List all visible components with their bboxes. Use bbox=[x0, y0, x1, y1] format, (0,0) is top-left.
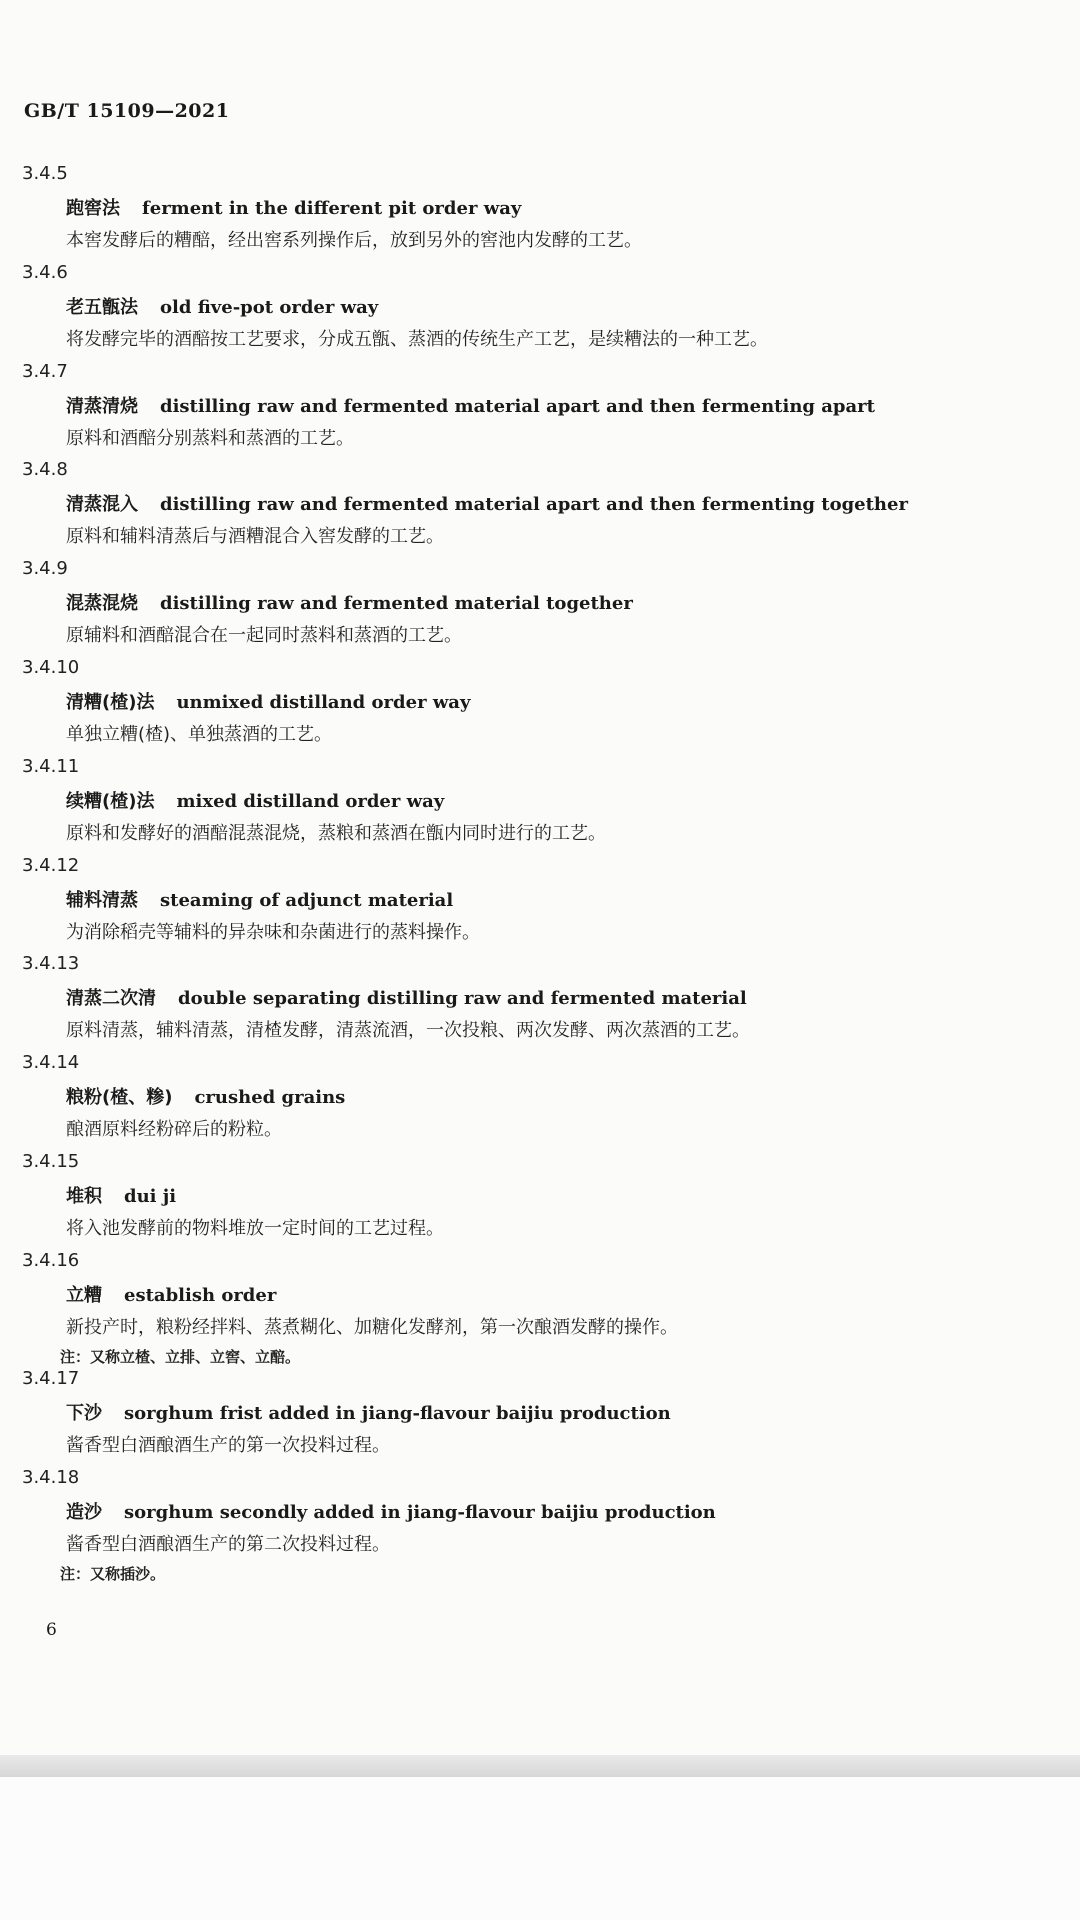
clause-number: 3.4.11 bbox=[22, 755, 80, 777]
clause-number: 3.4.14 bbox=[22, 1052, 80, 1074]
term-english: distilling raw and fermented material apart and then fermenting together bbox=[160, 494, 908, 516]
term-english: double separating distilling raw and fermented material bbox=[178, 988, 747, 1010]
term-english: sorghum frist added in jiang-flavour baijiu production bbox=[124, 1403, 671, 1425]
clause-number: 3.4.16 bbox=[22, 1249, 80, 1271]
term-note: 注：又称插沙。 bbox=[60, 1565, 166, 1584]
term-chinese: 造沙 bbox=[66, 1502, 102, 1524]
term-line bbox=[66, 688, 470, 714]
term-english: old five-pot order way bbox=[160, 296, 379, 318]
clause-number: 3.4.7 bbox=[22, 360, 68, 382]
term-line bbox=[66, 194, 521, 220]
clause-number: 3.4.18 bbox=[22, 1467, 80, 1489]
term-chinese: 清蒸清烧 bbox=[66, 395, 138, 417]
term-english: establish order bbox=[124, 1284, 277, 1306]
term-entry bbox=[0, 1052, 1080, 1151]
term-definition: 原料和辅料清蒸后与酒糟混合入窖发酵的工艺。 bbox=[66, 526, 444, 548]
term-entry bbox=[0, 953, 1080, 1052]
term-chinese: 粮粉(楂、糁) bbox=[66, 1087, 173, 1109]
term-line bbox=[66, 1281, 276, 1307]
clause-number: 3.4.13 bbox=[22, 953, 80, 975]
term-entry bbox=[0, 262, 1080, 361]
standard-header: GB/T 15109—2021 bbox=[24, 100, 230, 122]
term-list bbox=[0, 163, 1080, 1586]
term-chinese: 清蒸二次清 bbox=[66, 988, 156, 1010]
term-english: sorghum secondly added in jiang-flavour baijiu production bbox=[124, 1502, 716, 1524]
term-line bbox=[66, 1399, 671, 1425]
term-entry bbox=[0, 1151, 1080, 1250]
term-definition: 原辅料和酒醅混合在一起同时蒸料和蒸酒的工艺。 bbox=[66, 625, 462, 647]
term-entry bbox=[0, 459, 1080, 558]
term-definition: 原料和酒醅分别蒸料和蒸酒的工艺。 bbox=[66, 427, 354, 449]
term-chinese: 立糟 bbox=[66, 1284, 102, 1306]
term-entry bbox=[0, 1368, 1080, 1467]
term-chinese: 老五甑法 bbox=[66, 296, 138, 318]
term-english: distilling raw and fermented material apart and then fermenting apart bbox=[160, 395, 875, 417]
term-definition: 单独立糟(楂)、单独蒸酒的工艺。 bbox=[66, 723, 333, 745]
term-chinese: 辅料清蒸 bbox=[66, 889, 138, 911]
term-chinese: 跑窖法 bbox=[66, 198, 120, 219]
term-line bbox=[66, 392, 875, 418]
term-chinese: 混蒸混烧 bbox=[66, 593, 138, 615]
clause-number: 3.4.8 bbox=[22, 459, 68, 481]
term-line bbox=[66, 886, 453, 912]
term-chinese: 清糟(楂)法 bbox=[66, 691, 155, 713]
term-english: ferment in the different pit order way bbox=[142, 198, 522, 219]
term-english: crushed grains bbox=[194, 1087, 346, 1109]
term-note: 注：又称立楂、立排、立窖、立醅。 bbox=[60, 1347, 301, 1366]
clause-number: 3.4.17 bbox=[22, 1368, 80, 1390]
blank-area bbox=[0, 1777, 1080, 1920]
term-definition: 将发酵完毕的酒醅按工艺要求，分成五甑、蒸酒的传统生产工艺，是续糟法的一种工艺。 bbox=[66, 328, 768, 350]
term-english: mixed distilland order way bbox=[176, 790, 445, 812]
term-entry bbox=[0, 1250, 1080, 1369]
term-line bbox=[66, 589, 633, 615]
term-line bbox=[66, 293, 378, 319]
term-line bbox=[66, 787, 444, 813]
page-number: 6 bbox=[46, 1620, 57, 1640]
term-definition: 为消除稻壳等辅料的异杂味和杂菌进行的蒸料操作。 bbox=[66, 921, 480, 943]
term-chinese: 堆积 bbox=[66, 1185, 102, 1207]
page-edge-shadow bbox=[0, 1755, 1080, 1777]
term-entry bbox=[0, 1467, 1080, 1586]
clause-number: 3.4.9 bbox=[22, 558, 68, 580]
term-entry bbox=[0, 163, 1080, 262]
term-line bbox=[66, 1182, 176, 1208]
term-chinese: 下沙 bbox=[66, 1403, 102, 1425]
term-definition: 酿酒原料经粉碎后的粉粒。 bbox=[66, 1119, 282, 1141]
term-entry bbox=[0, 558, 1080, 657]
term-line bbox=[66, 490, 908, 516]
term-english: distilling raw and fermented material together bbox=[160, 593, 633, 615]
term-line bbox=[66, 1498, 716, 1524]
term-entry bbox=[0, 855, 1080, 954]
clause-number: 3.4.6 bbox=[22, 261, 68, 283]
term-definition: 原料清蒸，辅料清蒸，清楂发酵，清蒸流酒，一次投粮、两次发酵、两次蒸酒的工艺。 bbox=[66, 1020, 750, 1042]
term-chinese: 清蒸混入 bbox=[66, 494, 138, 516]
term-definition: 本窖发酵后的糟醅，经出窖系列操作后，放到另外的窖池内发酵的工艺。 bbox=[66, 230, 642, 251]
term-entry bbox=[0, 361, 1080, 460]
term-line bbox=[66, 984, 747, 1010]
term-definition: 酱香型白酒酿酒生产的第二次投料过程。 bbox=[66, 1534, 390, 1556]
term-definition: 将入池发酵前的物料堆放一定时间的工艺过程。 bbox=[66, 1217, 444, 1239]
term-definition: 酱香型白酒酿酒生产的第一次投料过程。 bbox=[66, 1435, 390, 1457]
term-definition: 新投产时，粮粉经拌料、蒸煮糊化、加糖化发酵剂，第一次酿酒发酵的操作。 bbox=[66, 1316, 678, 1338]
term-line bbox=[66, 1083, 345, 1109]
term-entry bbox=[0, 756, 1080, 855]
term-english: unmixed distilland order way bbox=[176, 691, 471, 713]
clause-number: 3.4.5 bbox=[22, 163, 68, 184]
term-definition: 原料和发酵好的酒醅混蒸混烧，蒸粮和蒸酒在甑内同时进行的工艺。 bbox=[66, 822, 606, 844]
clause-number: 3.4.15 bbox=[22, 1150, 80, 1172]
term-english: dui ji bbox=[124, 1185, 177, 1207]
clause-number: 3.4.12 bbox=[22, 854, 80, 876]
term-chinese: 续糟(楂)法 bbox=[66, 790, 155, 812]
term-entry bbox=[0, 657, 1080, 756]
clause-number: 3.4.10 bbox=[22, 656, 80, 678]
term-english: steaming of adjunct material bbox=[160, 889, 454, 911]
